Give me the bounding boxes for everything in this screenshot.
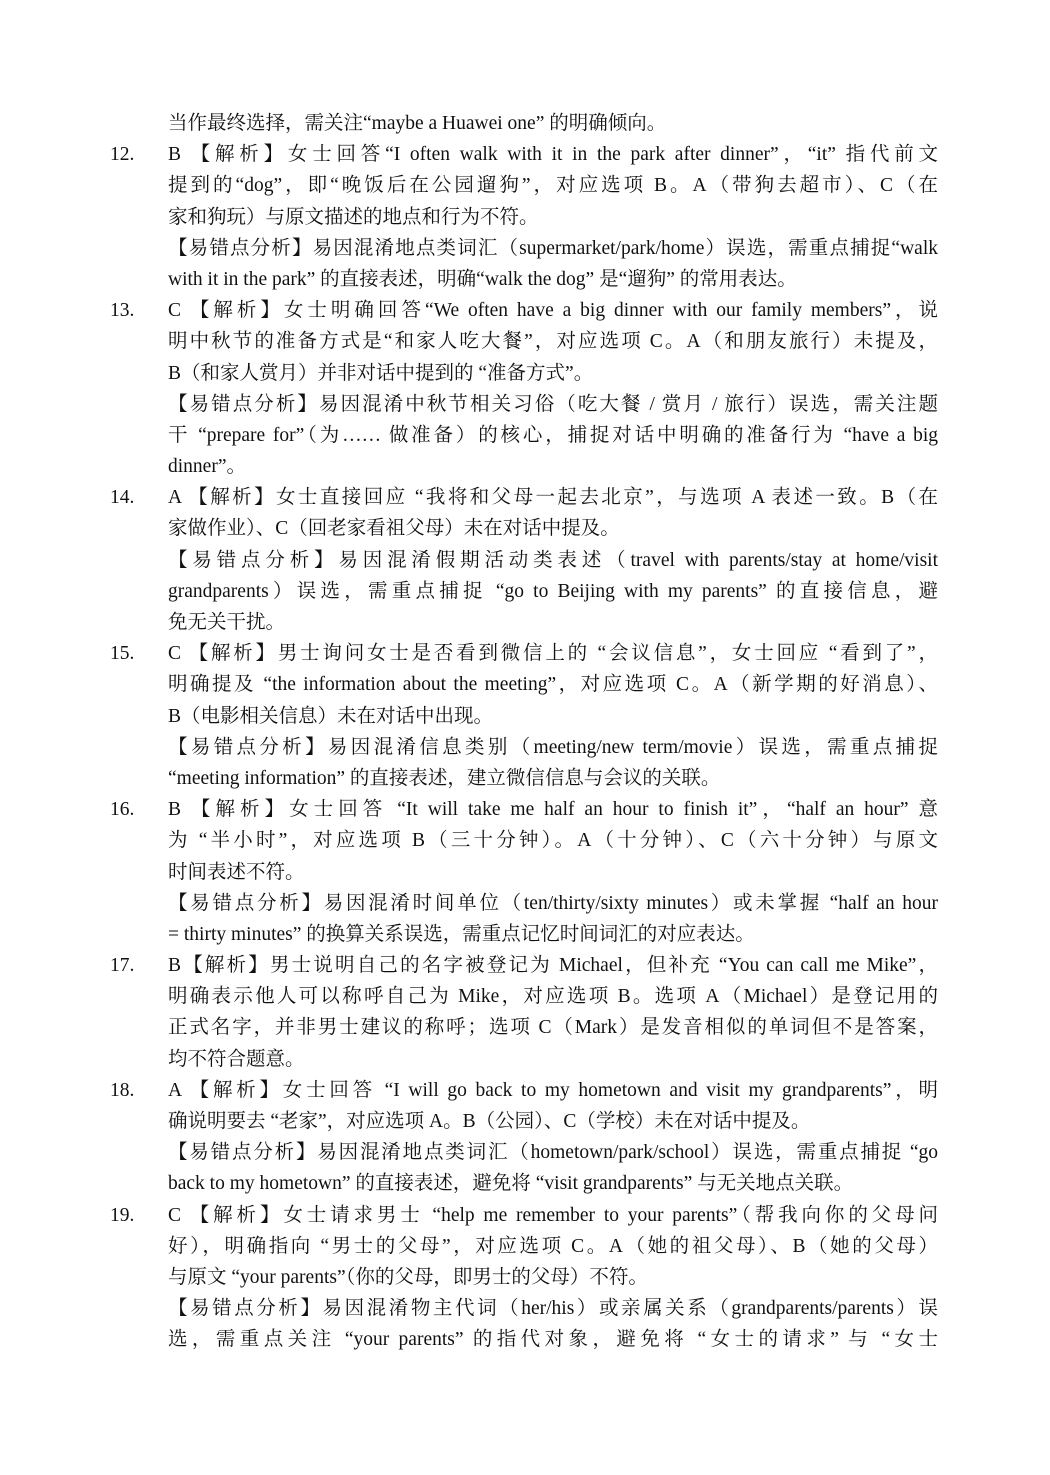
text-line: 好），明确指向 “男士的父母”，对应选项 C。A（她的祖父母）、B（她的父母）	[168, 1235, 938, 1257]
text-line: 【易错点分析】易因混淆中秋节相关习俗（吃大餐 / 赏月 / 旅行）误选，需关注题	[168, 393, 938, 415]
question-item-16	[110, 794, 938, 950]
text-line: 与原文 “your parents”（你的父母，即男士的父母）不符。	[168, 1266, 648, 1288]
text-line: “meeting information” 的直接表述，建立微信信息与会议的关联。	[168, 767, 721, 789]
question-item-13	[110, 295, 938, 482]
text-line: 家和狗玩）与原文描述的地点和行为不符。	[168, 206, 539, 228]
text-line: B（和家人赏月）并非对话中提到的 “准备方式”。	[168, 362, 594, 384]
text-line: 【易错点分析】易因混淆物主代词（her/his）或亲属关系（grandparents/parents）误	[168, 1298, 938, 1320]
text-line: back to my hometown” 的直接表述，避免将 “visit grandparents” 与无关地点关联。	[168, 1173, 854, 1195]
text-line: 时间表述不符。	[168, 861, 305, 883]
question-number: 15.	[110, 643, 135, 665]
question-item-18	[110, 1075, 938, 1200]
text-line: 免无关干扰。	[168, 612, 286, 633]
text-line: 明确表示他人可以称呼自己为 Mike，对应选项 B。选项 A（Michael）是登记用的	[168, 986, 938, 1008]
text-line: 确说明要去 “老家”，对应选项 A。B（公园）、C（学校）未在对话中提及。	[168, 1111, 811, 1132]
text-line: 明中秋节的准备方式是“和家人吃大餐”，对应选项 C。A（和朋友旅行）未提及，	[168, 331, 938, 353]
text-line: 当作最终选择，需关注“maybe a Huawei one” 的明确倾向。	[168, 113, 667, 134]
text-line: grandparents）误选，需重点捕捉 “go to Beijing with my parents” 的直接信息，避	[168, 580, 938, 602]
question-item-14	[110, 482, 938, 638]
text-line: A 【解析】女士回答 “I will go back to my hometown and visit my grandparents”，明	[168, 1079, 938, 1101]
text-line: A 【解析】女士直接回应 “我将和父母一起去北京”，与选项 A 表述一致。B（在	[168, 487, 938, 509]
question-number: 18.	[110, 1079, 135, 1101]
text-line: B【解析】男士说明自己的名字被登记为 Michael，但补充 “You can call me Mike”，	[168, 955, 938, 977]
text-line: 为 “半小时”，对应选项 B（三十分钟）。A（十分钟）、C（六十分钟）与原文	[168, 830, 938, 852]
continuation-text	[110, 108, 938, 139]
question-item-15	[110, 638, 938, 794]
text-line: 家做作业）、C（回老家看祖父母）未在对话中提及。	[168, 518, 620, 540]
text-line: C 【解析】女士请求男士 “help me remember to your parents”（帮我向你的父母问	[168, 1204, 938, 1226]
text-line: B 【解析】女士回答“I often walk with it in the park after dinner”，“it” 指代前文	[168, 144, 938, 166]
text-line: with it in the park” 的直接表述，明确“walk the dog” 是“遛狗” 的常用表达。	[168, 268, 797, 290]
text-line: = thirty minutes” 的换算关系误选，需重点记忆时间词汇的对应表达。	[168, 923, 755, 945]
text-line: 正式名字，并非男士建议的称呼；选项 C（Mark）是发音相似的单词但不是答案，	[168, 1017, 938, 1039]
question-item-19	[110, 1200, 938, 1356]
text-line: 【易错点分析】易因混淆地点类词汇（supermarket/park/home）误选，需重点捕捉“walk	[168, 237, 938, 259]
text-line: B 【解析】女士回答 “It will take me half an hour to finish it”，“half an hour” 意	[168, 799, 938, 821]
text-line: 【易错点分析】易因混淆时间单位（ten/thirty/sixty minutes）或未掌握 “half an hour	[168, 892, 938, 914]
text-line: 干 “prepare for”（为…… 做准备）的核心，捕捉对话中明确的准备行为 “have a big	[168, 424, 938, 446]
text-line: 选，需重点关注 “your parents” 的指代对象，避免将 “女士的请求” 与 “女士	[168, 1329, 938, 1351]
question-item-17	[110, 950, 938, 1075]
text-line: 明确提及 “the information about the meeting”，对应选项 C。A（新学期的好消息）、	[168, 674, 938, 696]
question-number: 12.	[110, 144, 135, 166]
text-line: 【易错点分析】易因混淆地点类词汇（hometown/park/school）误选，需重点捕捉 “go	[168, 1142, 938, 1164]
text-line: dinner”。	[168, 456, 246, 478]
text-line: 【易错点分析】易因混淆假期活动类表述（travel with parents/stay at home/visit	[168, 549, 938, 571]
answer-explanations	[110, 108, 938, 1356]
question-number: 16.	[110, 799, 135, 821]
text-line: C 【解析】女士明确回答“We often have a big dinner with our family members”，说	[168, 300, 938, 322]
text-line: B（电影相关信息）未在对话中出现。	[168, 705, 494, 727]
text-line: C 【解析】男士询问女士是否看到微信上的 “会议信息”，女士回应 “看到了”，	[168, 643, 938, 665]
text-line: 【易错点分析】易因混淆信息类别（meeting/new term/movie）误选，需重点捕捉	[168, 736, 938, 758]
question-number: 17.	[110, 955, 135, 977]
question-number: 14.	[110, 487, 135, 509]
question-number: 19.	[110, 1204, 135, 1226]
text-line: 均不符合题意。	[168, 1048, 305, 1070]
question-number: 13.	[110, 300, 135, 322]
question-item-12	[110, 139, 938, 295]
text-line: 提到的“dog”，即“晚饭后在公园遛狗”，对应选项 B。A（带狗去超市）、C（在	[168, 175, 938, 197]
